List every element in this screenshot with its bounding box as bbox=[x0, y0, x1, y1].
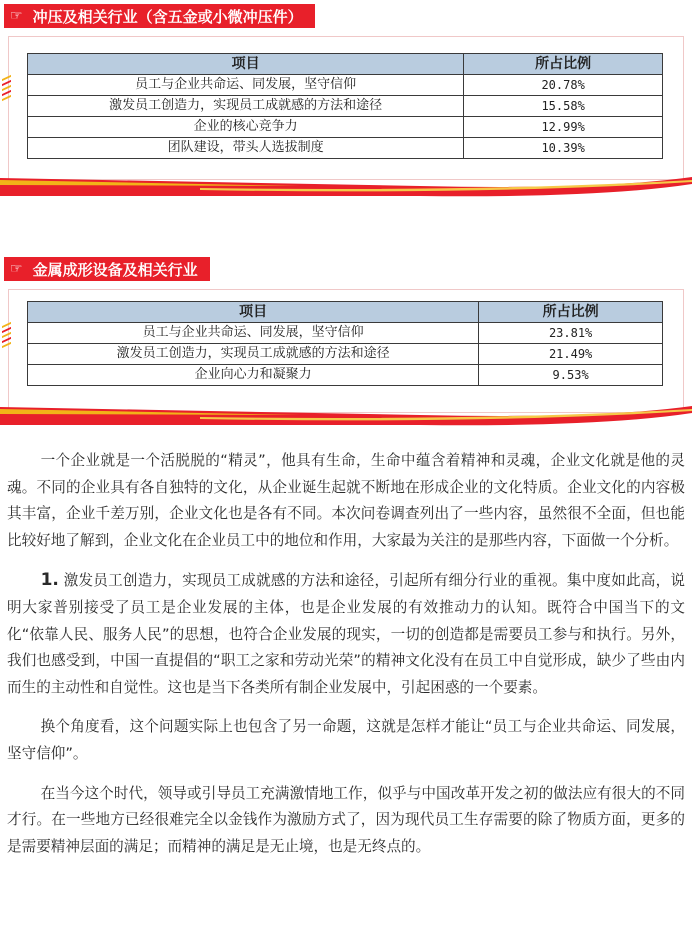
table-row bbox=[28, 365, 663, 386]
table-row bbox=[28, 138, 663, 159]
stripe-decoration bbox=[2, 321, 12, 349]
table-row bbox=[28, 75, 663, 96]
pointing-hand-icon: ☞ bbox=[10, 261, 23, 277]
table-row bbox=[28, 96, 663, 117]
section-title-bar bbox=[4, 257, 210, 281]
item-cell: 激发员工创造力，实现员工成就感的方法和途径 bbox=[28, 344, 479, 365]
section-title-bar bbox=[4, 4, 315, 28]
column-header: 所占比例 bbox=[479, 302, 663, 323]
table-row bbox=[28, 323, 663, 344]
table-header-row bbox=[28, 302, 663, 323]
swoosh-decoration bbox=[0, 405, 692, 429]
table-header-row bbox=[28, 54, 663, 75]
stripe-decoration bbox=[2, 74, 12, 102]
column-header: 所占比例 bbox=[464, 54, 663, 75]
percent-cell: 9.53% bbox=[479, 365, 663, 386]
percent-cell: 21.49% bbox=[479, 344, 663, 365]
column-header: 项目 bbox=[28, 302, 479, 323]
data-table bbox=[27, 53, 663, 159]
percent-cell: 12.99% bbox=[464, 117, 663, 138]
point-number: 1. bbox=[40, 570, 59, 591]
table-row bbox=[28, 344, 663, 365]
paragraph-text: 激发员工创造力，实现员工成就感的方法和途径，引起所有细分行业的重视。集中度如此高，说明大家普别接受了员工是企业发展的主体，也是企业发展的有效推动力的认知。既符合中国当下的文化“依靠人民、服务人民”的思想，也符合企业发展的现实，一切的创造都是需要员工参与和执行。另外，我们也感受到，中国一直提倡的“职工之家和劳动光荣”的精神文化没有在员工中自觉形成，缺少了些由内而生的主动性和自觉性。这也是当下各类所有制企业发展中，引起困惑的一个要素。 bbox=[7, 572, 685, 696]
percent-cell: 20.78% bbox=[464, 75, 663, 96]
section-title: 冲压及相关行业（含五金或小微冲压件） bbox=[32, 7, 303, 26]
item-cell: 企业的核心竞争力 bbox=[28, 117, 464, 138]
percent-cell: 10.39% bbox=[464, 138, 663, 159]
item-cell: 团队建设，带头人选拔制度 bbox=[28, 138, 464, 159]
data-table bbox=[27, 301, 663, 386]
swoosh-decoration bbox=[0, 176, 692, 200]
percent-cell: 15.58% bbox=[464, 96, 663, 117]
item-cell: 员工与企业共命运、同发展，坚守信仰 bbox=[28, 323, 479, 344]
article-body bbox=[7, 448, 685, 873]
paragraph: 一个企业就是一个活脱脱的“精灵”，他具有生命，生命中蕴含着精神和灵魂，企业文化就是他的灵魂。不同的企业具有各自独特的文化，从企业诞生起就不断地在形成企业的文化特质。企业文化的内容极其丰富，企业千差万别，企业文化也是各有不同。本次问卷调查列出了一些内容，虽然很不全面，但也能比较好地了解到，企业文化在企业员工中的地位和作用，大家最为关注的是那些内容，下面做一个分析。 bbox=[7, 452, 685, 549]
percent-cell: 23.81% bbox=[479, 323, 663, 344]
section-title: 金属成形设备及相关行业 bbox=[32, 260, 198, 279]
column-header: 项目 bbox=[28, 54, 464, 75]
table-row bbox=[28, 117, 663, 138]
pointing-hand-icon: ☞ bbox=[10, 8, 23, 24]
paragraph: 换个角度看，这个问题实际上也包含了另一命题，这就是怎样才能让“员工与企业共命运、同发展，坚守信仰”。 bbox=[7, 718, 685, 762]
paragraph: 在当今这个时代，领导或引导员工充满激情地工作，似乎与中国改革开发之初的做法应有很大的不同才行。在一些地方已经很难完全以金钱作为激励方式了，因为现代员工生存需要的除了物质方面，更多的是需要精神层面的满足；而精神的满足是无止境，也是无终点的。 bbox=[7, 784, 685, 855]
paragraph bbox=[7, 567, 685, 701]
item-cell: 员工与企业共命运、同发展，坚守信仰 bbox=[28, 75, 464, 96]
item-cell: 激发员工创造力，实现员工成就感的方法和途径 bbox=[28, 96, 464, 117]
item-cell: 企业向心力和凝聚力 bbox=[28, 365, 479, 386]
